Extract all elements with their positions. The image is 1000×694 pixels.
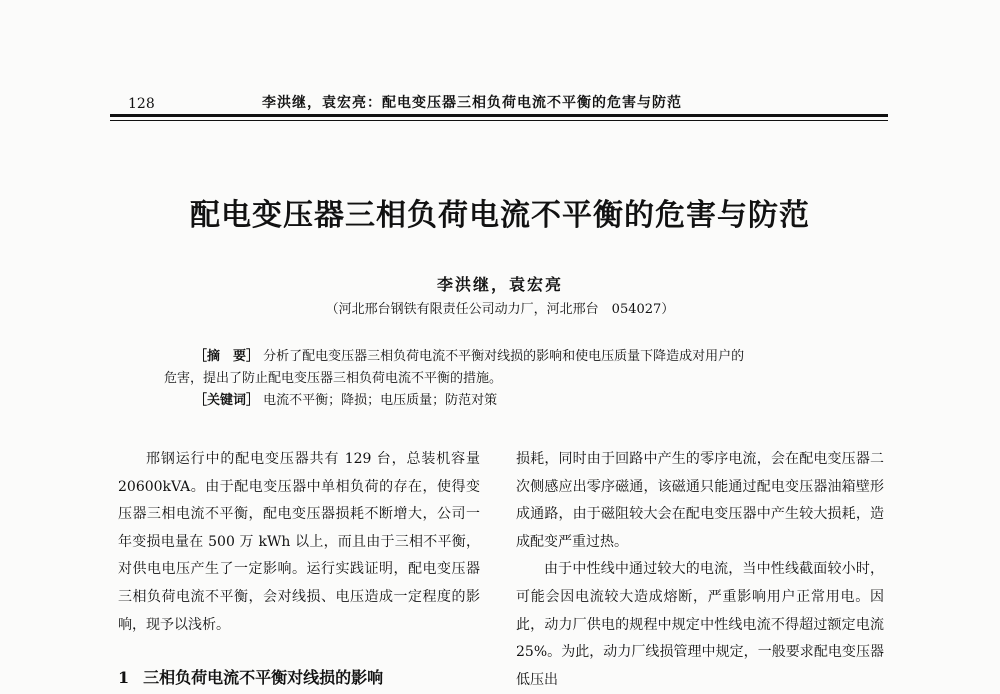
section-number: 1 xyxy=(118,668,130,687)
header-rule-thin xyxy=(110,120,888,121)
header-rule-thick xyxy=(110,114,888,117)
article-title: 配电变压器三相负荷电流不平衡的危害与防范 xyxy=(190,198,810,233)
abstract-text-line2: 危害，提出了防止配电变压器三相负荷电流不平衡的措施。 xyxy=(164,371,503,386)
right-paragraph-continued: 损耗，同时由于回路中产生的零序电流，会在配电变压器二次侧感应出零序磁通，该磁通只能通过配电变压器油箱壁形成通路，由于磁阻较大会在配电变压器中产生较大损耗，造成配变严重过热。 xyxy=(516,451,884,550)
intro-paragraph: 邢钢运行中的配电变压器共有 129 台，总装机容量 20600kVA。由于配电变压器中单相负荷的存在，使得变压器三相电流不平衡，配电变压器损耗不断增大，公司一年变损电量在 500 万 kWh 以上，而且由于三相不平衡，对供电电压产生了一定影响。运行实践证明，配电变压器三相负荷电流不平衡，会对线损、电压造成一定程度的影响，现予以浅析。 xyxy=(118,451,480,633)
section-heading xyxy=(118,665,480,688)
body-left-column xyxy=(118,446,480,639)
right-paragraph: 由于中性线中通过较大的电流，当中性线截面较小时，可能会因电流较大造成熔断，严重影响用户正常用电。因此，动力厂供电的规程中规定中性线电流不得超过额定电流 25%。为此，动力厂线损管理中规定，一般要求配电变压器低压出 xyxy=(516,561,884,688)
abstract-label: ［摘 要］ xyxy=(194,349,260,364)
keywords-label: ［关键词］ xyxy=(194,393,260,408)
abstract xyxy=(164,346,854,390)
section-title: 三相负荷电流不平衡对线损的影响 xyxy=(143,668,384,687)
keywords xyxy=(194,390,854,412)
page-number: 128 xyxy=(128,96,155,112)
body-right-column xyxy=(516,446,884,694)
affiliation: （河北邢台钢铁有限责任公司动力厂，河北邢台 054027） xyxy=(325,302,675,317)
authors: 李洪继，袁宏亮 xyxy=(436,275,563,294)
abstract-text-line1: 分析了配电变压器三相负荷电流不平衡对线损的影响和使电压质量下降造成对用户的 xyxy=(263,349,745,364)
running-head: 李洪继，袁宏亮：配电变压器三相负荷电流不平衡的危害与防范 xyxy=(262,95,682,111)
keywords-text: 电流不平衡；降损；电压质量；防范对策 xyxy=(263,393,498,408)
